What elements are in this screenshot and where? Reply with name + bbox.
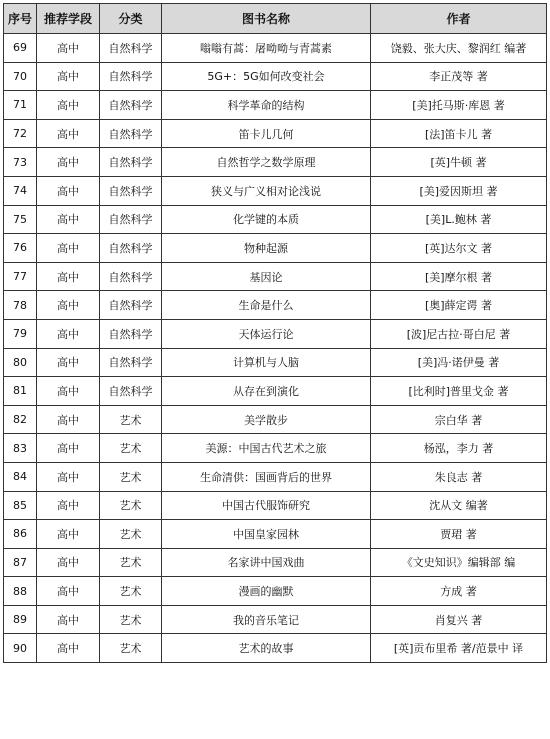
cell-category: 自然科学 [100,148,162,177]
table-row [4,319,547,348]
cell-title: 漫画的幽默 [162,577,371,606]
cell-title: 基因论 [162,262,371,291]
cell-title: 美学散步 [162,405,371,434]
cell-author: [美]托马斯·库恩 著 [371,91,547,120]
cell-author: 沈从文 编著 [371,491,547,520]
cell-stage: 高中 [37,405,100,434]
cell-author: [美]冯·诺伊曼 著 [371,348,547,377]
cell-title: 笛卡儿几何 [162,119,371,148]
cell-author: 方成 著 [371,577,547,606]
cell-index: 71 [4,91,37,120]
cell-stage: 高中 [37,291,100,320]
header-title: 图书名称 [162,4,371,34]
cell-stage: 高中 [37,348,100,377]
header-author: 作者 [371,4,547,34]
table-row [4,291,547,320]
cell-category: 自然科学 [100,205,162,234]
cell-author: 朱良志 著 [371,462,547,491]
cell-title: 名家讲中国戏曲 [162,548,371,577]
cell-index: 83 [4,434,37,463]
cell-index: 69 [4,34,37,63]
cell-index: 72 [4,119,37,148]
cell-title: 生命清供：国画背后的世界 [162,462,371,491]
cell-stage: 高中 [37,577,100,606]
cell-category: 艺术 [100,434,162,463]
cell-title: 化学键的本质 [162,205,371,234]
cell-title: 美源：中国古代艺术之旅 [162,434,371,463]
cell-stage: 高中 [37,91,100,120]
header-category: 分类 [100,4,162,34]
table-row [4,62,547,91]
cell-category: 自然科学 [100,262,162,291]
cell-title: 物种起源 [162,234,371,263]
cell-title: 计算机与人脑 [162,348,371,377]
cell-category: 艺术 [100,462,162,491]
cell-author: [英]达尔文 著 [371,234,547,263]
cell-author: 李正茂等 著 [371,62,547,91]
table-row [4,548,547,577]
cell-stage: 高中 [37,520,100,549]
cell-category: 自然科学 [100,377,162,406]
cell-index: 82 [4,405,37,434]
cell-stage: 高中 [37,319,100,348]
cell-index: 85 [4,491,37,520]
cell-category: 自然科学 [100,34,162,63]
cell-author: [美]爱因斯坦 著 [371,176,547,205]
cell-category: 自然科学 [100,291,162,320]
cell-index: 73 [4,148,37,177]
cell-index: 70 [4,62,37,91]
cell-stage: 高中 [37,605,100,634]
cell-category: 自然科学 [100,91,162,120]
cell-author: [比利时]普里戈金 著 [371,377,547,406]
table-row [4,634,547,663]
header-stage: 推荐学段 [37,4,100,34]
cell-index: 80 [4,348,37,377]
table-row [4,205,547,234]
cell-title: 从存在到演化 [162,377,371,406]
cell-title: 中国古代服饰研究 [162,491,371,520]
cell-title: 科学革命的结构 [162,91,371,120]
table-header-row [4,4,547,34]
cell-category: 艺术 [100,634,162,663]
cell-author: [美]L.鲍林 著 [371,205,547,234]
cell-stage: 高中 [37,462,100,491]
table-row [4,91,547,120]
cell-index: 77 [4,262,37,291]
cell-index: 81 [4,377,37,406]
table-row [4,462,547,491]
cell-index: 88 [4,577,37,606]
table-row [4,577,547,606]
cell-index: 75 [4,205,37,234]
header-index: 序号 [4,4,37,34]
cell-stage: 高中 [37,234,100,263]
cell-stage: 高中 [37,34,100,63]
cell-author: [奥]薛定谔 著 [371,291,547,320]
cell-author: 饶毅、张大庆、黎润红 编著 [371,34,547,63]
table-row [4,34,547,63]
cell-category: 艺术 [100,491,162,520]
cell-category: 自然科学 [100,62,162,91]
cell-stage: 高中 [37,491,100,520]
table-row [4,234,547,263]
cell-category: 自然科学 [100,176,162,205]
cell-author: [美]摩尔根 著 [371,262,547,291]
table-row [4,348,547,377]
cell-title: 嗡嗡有蒿：屠呦呦与青蒿素 [162,34,371,63]
cell-category: 艺术 [100,605,162,634]
cell-title: 自然哲学之数学原理 [162,148,371,177]
cell-category: 艺术 [100,405,162,434]
cell-category: 艺术 [100,577,162,606]
table-row [4,520,547,549]
cell-index: 84 [4,462,37,491]
cell-author: 宗白华 著 [371,405,547,434]
cell-category: 艺术 [100,548,162,577]
table-row [4,434,547,463]
cell-category: 自然科学 [100,319,162,348]
cell-author: 贾珺 著 [371,520,547,549]
cell-stage: 高中 [37,176,100,205]
cell-index: 90 [4,634,37,663]
cell-stage: 高中 [37,62,100,91]
table-row [4,119,547,148]
cell-title: 我的音乐笔记 [162,605,371,634]
cell-index: 76 [4,234,37,263]
cell-stage: 高中 [37,262,100,291]
table-row [4,605,547,634]
cell-category: 自然科学 [100,348,162,377]
cell-category: 艺术 [100,520,162,549]
cell-index: 78 [4,291,37,320]
cell-index: 79 [4,319,37,348]
cell-category: 自然科学 [100,119,162,148]
table-row [4,377,547,406]
cell-author: 《文史知识》编辑部 编 [371,548,547,577]
cell-title: 中国皇家园林 [162,520,371,549]
cell-index: 89 [4,605,37,634]
cell-stage: 高中 [37,148,100,177]
cell-title: 狭义与广义相对论浅说 [162,176,371,205]
table-row [4,491,547,520]
cell-stage: 高中 [37,205,100,234]
cell-title: 5G+：5G如何改变社会 [162,62,371,91]
cell-author: [英]牛顿 著 [371,148,547,177]
cell-author: [法]笛卡儿 著 [371,119,547,148]
book-list-table [3,3,547,663]
cell-title: 生命是什么 [162,291,371,320]
cell-category: 自然科学 [100,234,162,263]
cell-author: 杨泓，李力 著 [371,434,547,463]
cell-author: 肖复兴 著 [371,605,547,634]
table-row [4,262,547,291]
cell-author: [英]贡布里希 著/范景中 译 [371,634,547,663]
cell-title: 天体运行论 [162,319,371,348]
cell-index: 74 [4,176,37,205]
cell-stage: 高中 [37,548,100,577]
table-row [4,176,547,205]
cell-author: [波]尼古拉·哥白尼 著 [371,319,547,348]
cell-stage: 高中 [37,377,100,406]
cell-index: 86 [4,520,37,549]
cell-index: 87 [4,548,37,577]
table-row [4,148,547,177]
cell-stage: 高中 [37,434,100,463]
table-row [4,405,547,434]
cell-stage: 高中 [37,119,100,148]
cell-stage: 高中 [37,634,100,663]
cell-title: 艺术的故事 [162,634,371,663]
